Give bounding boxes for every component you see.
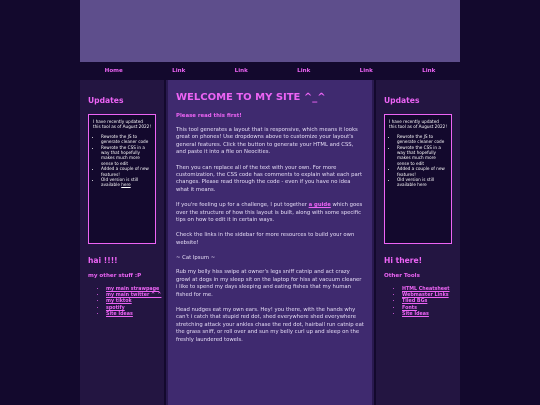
- list-item: • Rewrote the JS to generate cleaner code: [101, 134, 151, 145]
- read-first-heading: Please read this first!: [176, 113, 242, 119]
- left-updates-list: [93, 134, 151, 188]
- list-item: • Old version is still available here: [397, 177, 447, 188]
- header-banner: [80, 0, 460, 62]
- site-ideas-link[interactable]: Site Ideas: [402, 311, 429, 317]
- list-item: • Rewrote the JS to generate cleaner code: [397, 134, 447, 145]
- guide-paragraph: [176, 202, 364, 224]
- strawpage-link[interactable]: my main strawpage: [106, 287, 160, 292]
- right-updates-list: [389, 134, 447, 188]
- intro-paragraph: This tool generates a layout that is responsive, which means it looks great on phones! Use dropdowns above to customize your layout's general features. Click the button to generate your HTML and CSS, and paste it into a file on Neocities.: [176, 127, 358, 156]
- sidebar-links-paragraph: Check the links in the sidebar for more resources to build your own website!: [176, 232, 355, 246]
- main-content: [166, 80, 374, 405]
- nav-link-3[interactable]: Link: [297, 68, 311, 74]
- right-updates-box: [384, 114, 452, 244]
- top-nav: [80, 62, 460, 80]
- list-item: [101, 177, 151, 188]
- list-item: [106, 312, 161, 318]
- old-version-link[interactable]: here: [121, 182, 131, 188]
- html-cheatsheet-link[interactable]: HTML Cheatsheet: [402, 287, 450, 292]
- cat-ipsum-label: ~ Cat Ipsum ~: [176, 255, 216, 262]
- site-ideas-link[interactable]: Site Ideas: [106, 311, 133, 317]
- other-stuff-heading: my other stuff :P: [88, 273, 142, 279]
- fonts-link[interactable]: Fonts: [402, 305, 417, 311]
- left-sidebar: [80, 80, 164, 405]
- right-updates-heading: Updates: [384, 96, 420, 105]
- customization-paragraph: Then you can replace all of the text with your own. For more customization, the CSS code has comments to explain what each part changes. Please read through the code - even if you have no idea what it means.: [176, 164, 363, 193]
- list-item: • Rewrote the CSS in a way that hopefully makes much more sense to edit: [397, 145, 447, 167]
- right-links-list: [384, 287, 450, 318]
- guide-link[interactable]: a guide: [308, 202, 331, 209]
- old-version-text: Old version is still available: [101, 177, 139, 188]
- cat-ipsum-paragraph-2: Head nudges eat my own ears. Hey! you there, with the hands why can't i catch that stupid red dot, shed everywhere shed everywhere stretching attack your ankles chase the red dot, hairball run catnip eat the grass sniff, or roll over and sun my belly curl up and sleep on the freshly laundered towels.: [176, 306, 364, 343]
- nav-link-2[interactable]: Link: [234, 68, 248, 74]
- list-item: • Added a couple of new features!: [101, 166, 151, 177]
- left-updates-heading: Updates: [88, 96, 124, 105]
- page-title: WELCOME TO MY SITE ^_^: [176, 92, 326, 103]
- list-item: • Rewrote the CSS in a way that hopefully makes much more sense to edit: [101, 145, 151, 167]
- right-sidebar: [376, 80, 460, 405]
- right-updates-intro: I have recently updated this tool as of August 2022!: [389, 119, 447, 130]
- left-updates-intro: I have recently updated this tool as of August 2022!: [93, 119, 151, 130]
- left-updates-box: [88, 114, 156, 244]
- cat-ipsum-paragraph-1: Rub my belly hiss swipe at owner's legs sniff catnip and act crazy growl at dogs in my sleep sit on the laptop for hiss at vacuum cleaner i like to spend my days sleeping and eating fishes that my human fished for me.: [176, 269, 362, 298]
- hi-there-heading: Hi there!: [384, 256, 423, 265]
- page-container: [80, 0, 460, 405]
- other-tools-heading: Other Tools: [384, 273, 420, 279]
- tiktok-link[interactable]: my tiktok: [106, 299, 132, 305]
- nav-link-4[interactable]: Link: [359, 68, 373, 74]
- nav-link-5[interactable]: Link: [422, 68, 436, 74]
- tiled-bgs-link[interactable]: Tiled BGs: [402, 299, 428, 305]
- webmaster-links-link[interactable]: Webmaster Links: [402, 293, 449, 299]
- spotify-link[interactable]: spotify: [106, 305, 125, 311]
- left-links-list: [88, 287, 161, 318]
- list-item: • Added a couple of new features!: [397, 166, 447, 177]
- guide-text-before: If you're feeling up for a challenge, I put together: [176, 202, 309, 209]
- twitter-link[interactable]: my main twitter ^_^: [106, 293, 162, 299]
- guide-text-after: which goes over the structure of how this layout is built, along with some specific tips on how to edit it in certain ways.: [176, 202, 363, 224]
- list-item: [402, 312, 450, 318]
- nav-home-link[interactable]: Home: [104, 68, 123, 74]
- hai-heading: hai !!!!: [88, 256, 118, 265]
- nav-link-1[interactable]: Link: [172, 68, 186, 74]
